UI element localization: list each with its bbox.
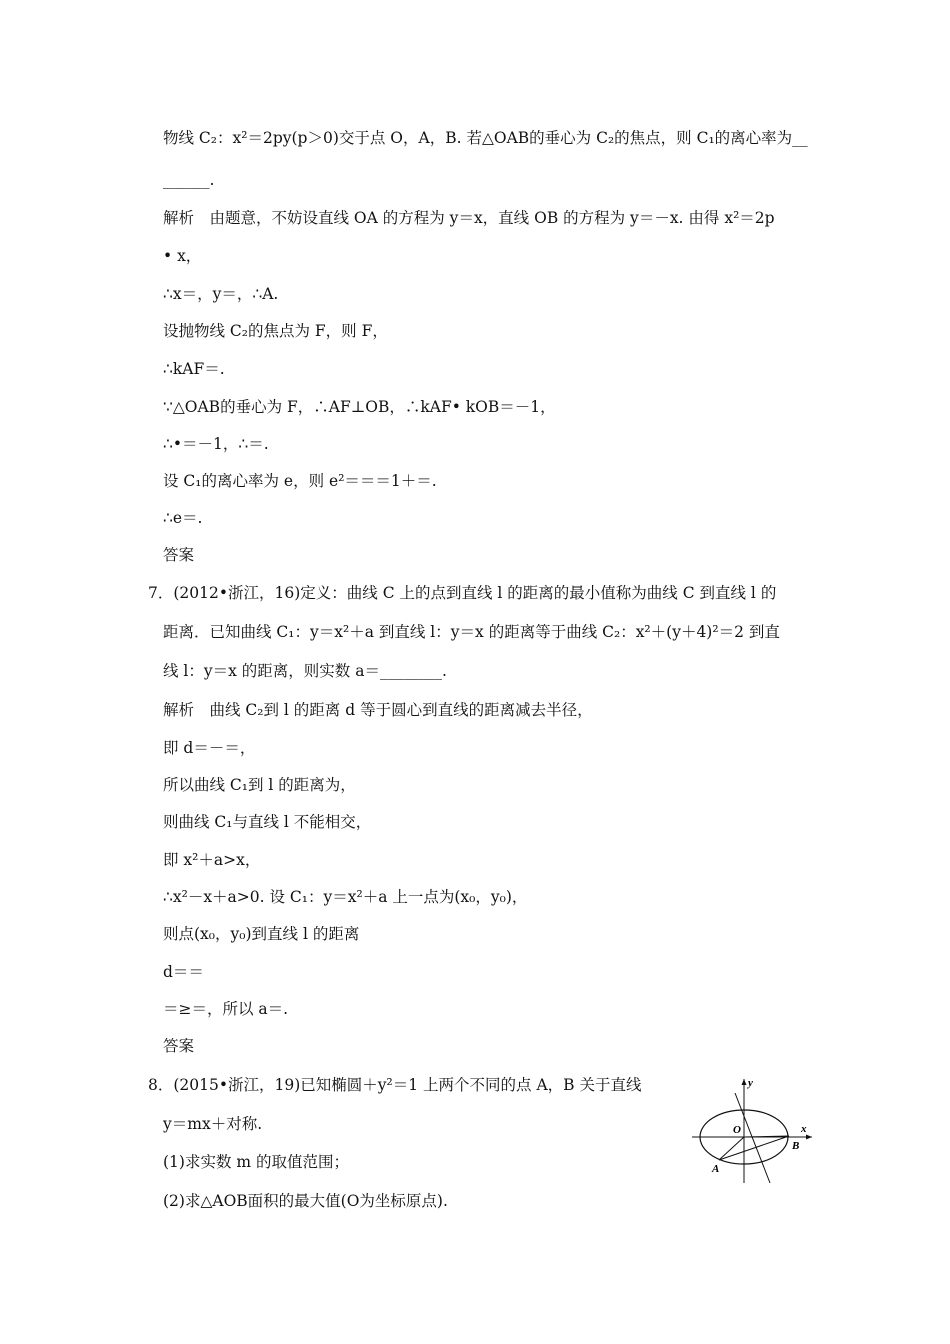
question-7: 7．(2012•浙江，16)定义：曲线 C 上的点到直线 l 的距离的最小值称为曲线 C 到直线 l 的 [148, 584, 777, 602]
text-line: (2)求△AOB面积的最大值(O为坐标原点). [163, 1192, 448, 1210]
segment-oa [719, 1137, 744, 1160]
text-line: ∴x＝，y＝，∴A. [163, 285, 279, 303]
label-y: y [748, 1077, 753, 1089]
text-line: 即 x²＋a>x， [163, 851, 261, 869]
text-line: 解析 由题意，不妨设直线 OA 的方程为 y＝x，直线 OB 的方程为 y＝－x. 由得 x²＝2p [163, 209, 775, 227]
text-line: 则曲线 C₁与直线 l 不能相交， [163, 813, 372, 831]
label-x: x [801, 1123, 807, 1135]
text-line: • x， [163, 247, 202, 265]
text-line: 线 l：y＝x 的距离，则实数 a＝________. [163, 662, 447, 680]
answer-label: 答案 [163, 1037, 195, 1055]
text-line: ∴e＝. [163, 509, 203, 527]
x-axis-arrow [806, 1135, 812, 1140]
text-line: ∴x²－x＋a>0. 设 C₁：y＝x²＋a 上一点为(x₀，y₀)， [163, 888, 528, 906]
symmetry-line [735, 1093, 770, 1183]
text-line: ∴kAF＝. [163, 360, 225, 378]
text-line: 即 d＝－＝， [163, 739, 256, 757]
text-line: ______. [163, 171, 215, 189]
text-line: 则点(x₀，y₀)到直线 l 的距离 [163, 925, 360, 943]
text-line: y＝mx＋对称. [163, 1115, 263, 1133]
text-line: 距离．已知曲线 C₁：y＝x²＋a 到直线 l：y＝x 的距离等于曲线 C₂：x²＋(y＋4)²＝2 到直 [163, 623, 780, 641]
text-line: 设 C₁的离心率为 e，则 e²＝＝＝1＋＝. [163, 472, 437, 490]
text-line: d＝＝ [163, 963, 204, 981]
y-axis-arrow [742, 1079, 747, 1085]
label-a: A [712, 1163, 720, 1175]
question-8: 8．(2015•浙江，19)已知椭圆＋y²＝1 上两个不同的点 A，B 关于直线 [148, 1076, 642, 1094]
label-b: B [792, 1140, 800, 1152]
text-line: ∴•＝－1，∴＝. [163, 435, 269, 453]
chord-ab [719, 1136, 789, 1160]
text-line: (1)求实数 m 的取值范围； [163, 1153, 350, 1171]
text-line: 所以曲线 C₁到 l 的距离为， [163, 776, 356, 794]
ellipse-figure [688, 1075, 818, 1185]
text-line: 解析 曲线 C₂到 l 的距离 d 等于圆心到直线的距离减去半径， [163, 701, 593, 719]
text-line: ＝≥＝，所以 a＝. [163, 1000, 289, 1018]
text-line: 物线 C₂：x²＝2py(p＞0)交于点 O，A，B. 若△OAB的垂心为 C₂的焦点，则 C₁的离心率为__ [163, 129, 808, 147]
text-line: 设抛物线 C₂的焦点为 F，则 F， [163, 322, 388, 340]
label-o: O [733, 1124, 741, 1136]
text-line: ∵△OAB的垂心为 F，∴AF⊥OB，∴kAF• kOB＝－1， [163, 398, 556, 416]
answer-label: 答案 [163, 546, 195, 564]
